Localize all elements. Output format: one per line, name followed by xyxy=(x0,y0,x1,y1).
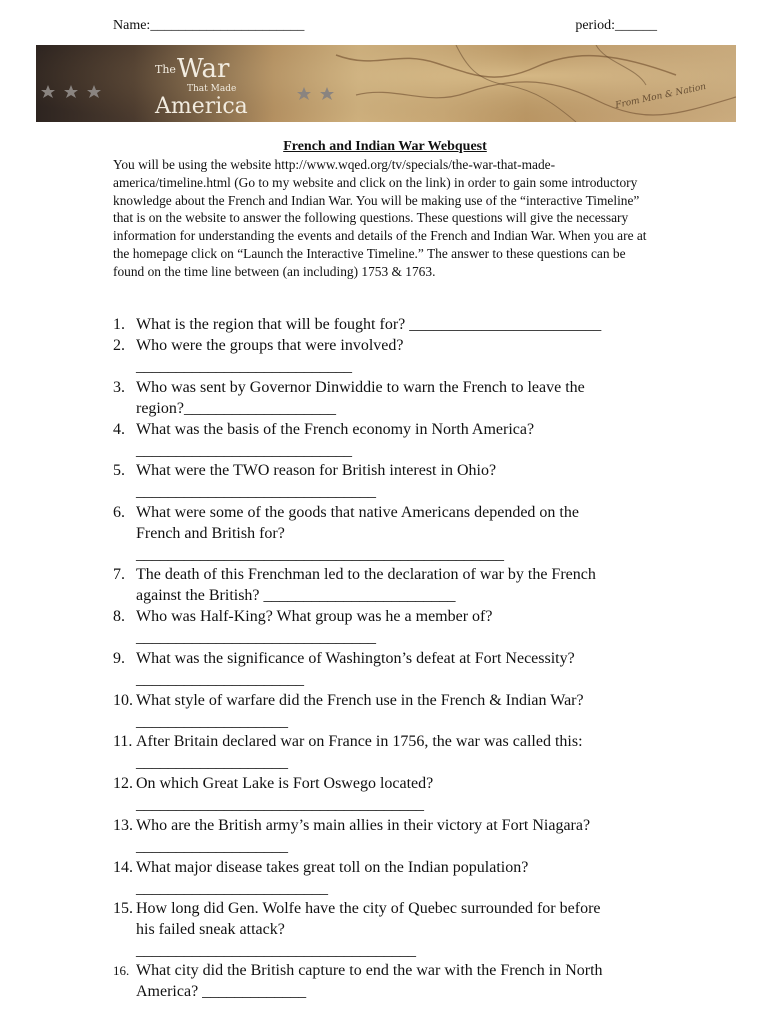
question-11 xyxy=(113,731,673,773)
question-text-cont: French and British for? xyxy=(136,525,285,542)
question-number: 2. xyxy=(113,337,125,354)
question-12 xyxy=(113,773,673,815)
question-number: 12. xyxy=(113,775,133,792)
worksheet-intro: You will be using the website http://www.wqed.org/tv/specials/the-war-that-made-america/timeline.html (Go to my website and click on the link) in order to gain some introductory knowledge about the French and Indian War. You will be making use of the “interactive Timeline” that is on the website to answer the following questions. These questions will give the necessary information for understanding the events and details of the French and Indian War. When you are at the homepage click on “Launch the Interactive Timeline.” The answer to these questions can be found on the time line between (an including) 1753 & 1763. xyxy=(113,157,647,279)
answer-line: ____________________________________ xyxy=(136,796,424,813)
question-number: 9. xyxy=(113,650,125,667)
question-text-cont: against the British? ________________________ xyxy=(136,587,456,604)
question-8 xyxy=(113,606,673,648)
answer-line: ___________________ xyxy=(136,713,288,730)
banner-image xyxy=(36,45,736,122)
question-text: Who were the groups that were involved? xyxy=(136,337,404,354)
question-text-cont: America? _____________ xyxy=(136,983,307,1000)
logo-text-america: America xyxy=(155,94,248,117)
question-text: What was the basis of the French economy in North America? xyxy=(136,421,535,438)
question-text: What city did the British capture to end the war with the French in North xyxy=(136,962,603,979)
question-number: 16. xyxy=(113,963,130,978)
header xyxy=(113,16,657,38)
question-5 xyxy=(113,460,673,502)
question-text: After Britain declared war on France in 1756, the war was called this: xyxy=(136,733,583,750)
answer-line: ___________________________ xyxy=(136,442,352,459)
question-text: On which Great Lake is Fort Oswego located? xyxy=(136,775,434,792)
question-15 xyxy=(113,898,673,961)
question-7 xyxy=(113,564,673,606)
question-1 xyxy=(113,314,673,335)
answer-line: region?___________________ xyxy=(136,400,336,417)
question-14 xyxy=(113,857,673,899)
question-9 xyxy=(113,648,673,690)
answer-line: ______________________________________________ xyxy=(136,546,504,563)
banner-map-text: From Mon & Nation xyxy=(614,81,708,111)
answer-line: ______________________________ xyxy=(136,629,376,646)
question-text: What was the significance of Washington’s defeat at Fort Necessity? xyxy=(136,650,575,667)
question-number: 4. xyxy=(113,421,125,438)
question-number: 3. xyxy=(113,379,125,396)
answer-line: ___________________________________ xyxy=(136,942,416,959)
question-text: What major disease takes great toll on the Indian population? xyxy=(136,859,529,876)
name-field-label: Name:______________________ xyxy=(113,18,305,33)
logo-text-the: The xyxy=(155,63,176,76)
question-number: 15. xyxy=(113,900,133,917)
question-number: 10. xyxy=(113,692,133,709)
worksheet-title: French and Indian War Webquest xyxy=(283,139,487,154)
question-number: 5. xyxy=(113,462,125,479)
answer-line: _____________________ xyxy=(136,671,304,688)
question-number: 13. xyxy=(113,817,133,834)
question-text: What were the TWO reason for British interest in Ohio? xyxy=(136,462,497,479)
question-text: Who are the British army’s main allies in their victory at Fort Niagara? xyxy=(136,817,591,834)
question-6 xyxy=(113,502,673,565)
question-number: 11. xyxy=(113,733,133,750)
answer-line: ______________________________ xyxy=(136,483,376,500)
question-16 xyxy=(113,960,673,1002)
question-text: How long did Gen. Wolfe have the city of Quebec surrounded for before xyxy=(136,900,601,917)
answer-line: ___________________ xyxy=(136,754,288,771)
question-text: What were some of the goods that native Americans depended on the xyxy=(136,504,579,521)
question-10 xyxy=(113,690,673,732)
question-4 xyxy=(113,419,673,461)
question-2 xyxy=(113,335,673,377)
answer-line: ___________________________ xyxy=(136,358,352,375)
question-number: 6. xyxy=(113,504,125,521)
answer-line: ________________________ xyxy=(136,880,328,897)
logo-text-that-made: That Made xyxy=(187,84,237,94)
question-number: 7. xyxy=(113,566,125,583)
question-3 xyxy=(113,377,673,419)
logo-text-war: War xyxy=(177,54,230,84)
banner-map-art xyxy=(36,45,736,122)
question-13 xyxy=(113,815,673,857)
question-number: 14. xyxy=(113,859,133,876)
question-number: 1. xyxy=(113,316,125,333)
question-text: What style of warfare did the French use in the French & Indian War? xyxy=(136,692,584,709)
period-field-label: period:______ xyxy=(575,18,657,33)
question-text: What is the region that will be fought for? ________________________ xyxy=(136,316,602,333)
question-text-cont: his failed sneak attack? xyxy=(136,921,285,938)
answer-line: ___________________ xyxy=(136,838,288,855)
question-text: Who was sent by Governor Dinwiddie to warn the French to leave the xyxy=(136,379,585,396)
question-number: 8. xyxy=(113,608,125,625)
question-text: The death of this Frenchman led to the declaration of war by the French xyxy=(136,566,596,583)
war-that-made-america-logo xyxy=(153,51,283,117)
question-text: Who was Half-King? What group was he a member of? xyxy=(136,608,493,625)
